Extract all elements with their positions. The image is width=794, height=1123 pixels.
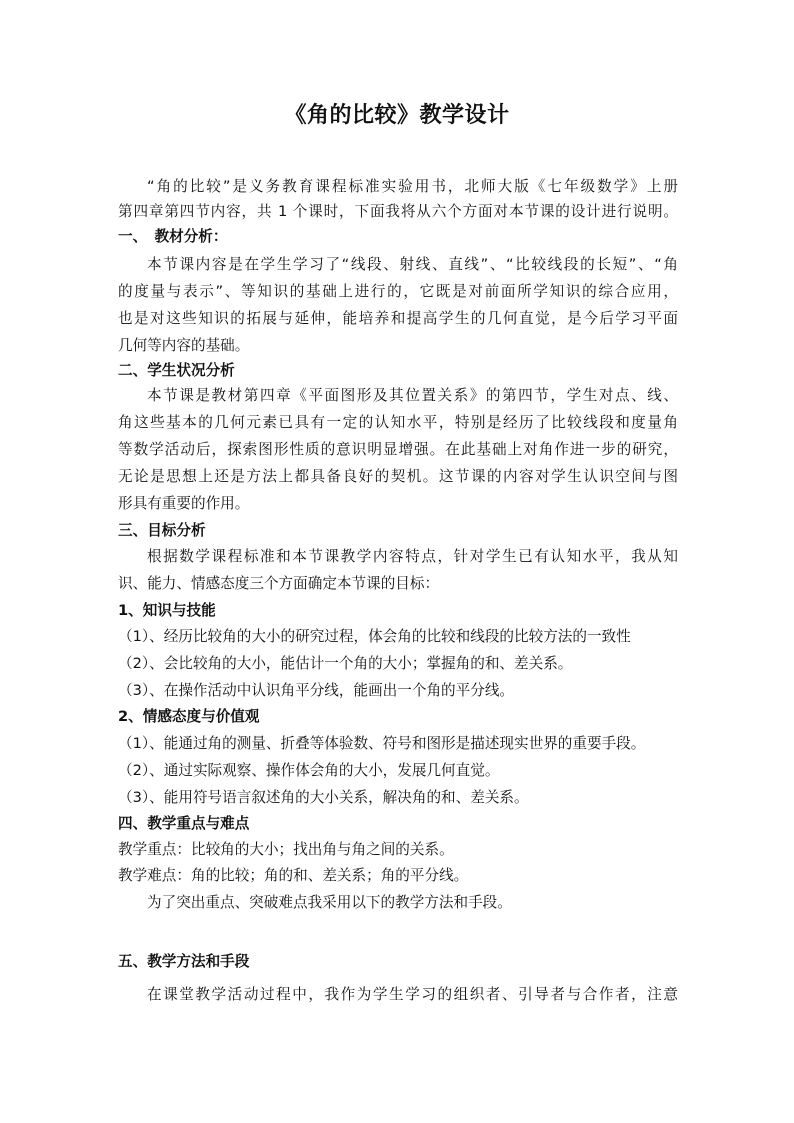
section-2-heading: 二、学生状况分析 bbox=[118, 362, 235, 379]
section-1-line-2: 的度量与表示”、等知识的基础上进行的，它既是对前面所学知识的综合应用， bbox=[118, 283, 678, 300]
section-2-line-1: 本节课是教材第四章《平面图形及其位置关系》的第四节，学生对点、线、 bbox=[147, 387, 678, 404]
section-2-line-5: 形具有重要的作用。 bbox=[118, 495, 250, 512]
section-1-line-3: 也是对这些知识的拓展与延伸，能培养和提高学生的几何直觉，是今后学习平面 bbox=[118, 310, 678, 327]
objective-item: （2）、会比较角的大小，能估计一个角的大小；掌握角的和、差关系。 bbox=[118, 655, 573, 672]
section-2-line-2: 角这些基本的几何元素已具有一定的认知水平，特别是经历了比较线段和度量角 bbox=[118, 414, 678, 431]
section-2-line-4: 无论是思想上还是方法上都具备良好的契机。这节课的内容对学生认识空间与图 bbox=[118, 468, 678, 485]
difficulty-line: 教学难点：角的比较；角的和、差关系；角的平分线。 bbox=[118, 867, 469, 884]
objective-item: （2）、通过实际观察、操作体会角的大小，发展几何直觉。 bbox=[118, 762, 500, 779]
objective-item: （3）、能用符号语言叙述角的大小关系，解决角的和、差关系。 bbox=[118, 789, 529, 806]
intro-line-1: “角的比较”是义务教育课程标准实验用书，北师大版《七年级数学》上册 bbox=[147, 178, 678, 195]
document-title: 《角的比较》教学设计 bbox=[284, 103, 510, 128]
subsection-attitude-heading: 2、情感态度与价值观 bbox=[118, 708, 260, 725]
section-1-line-1: 本节课内容是在学生学习了“线段、射线、直线”、“比较线段的长短”、“角 bbox=[147, 256, 678, 273]
objective-item: （3）、在操作活动中认识角平分线，能画出一个角的平分线。 bbox=[118, 682, 515, 699]
section-5-heading: 五、教学方法和手段 bbox=[118, 953, 250, 970]
section-1-heading: 一、 教材分析： bbox=[118, 228, 228, 245]
intro-line-2: 第四章第四节内容，共 1 个课时，下面我将从六个方面对本节课的设计进行说明。 bbox=[118, 203, 678, 220]
subsection-knowledge-heading: 1、知识与技能 bbox=[118, 602, 216, 619]
section-5-line-1: 在课堂教学活动过程中，我作为学生学习的组织者、引导者与合作者，注意 bbox=[147, 986, 678, 1003]
objective-item: （1）、经历比较角的大小的研究过程，体会角的比较和线段的比较方法的一致性 bbox=[118, 628, 631, 645]
section-3-line-2: 识、能力、情感态度三个方面确定本节课的目标： bbox=[118, 575, 440, 592]
key-point-line: 教学重点：比较角的大小；找出角与角之间的关系。 bbox=[118, 841, 454, 858]
section-3-line-1: 根据数学课程标准和本节课教学内容特点，针对学生已有认知水平，我从知 bbox=[147, 548, 678, 565]
section-4-heading: 四、教学重点与难点 bbox=[118, 815, 250, 832]
section-4-note: 为了突出重点、突破难点我采用以下的教学方法和手段。 bbox=[147, 894, 512, 911]
section-1-line-4: 几何等内容的基础。 bbox=[118, 337, 250, 354]
section-2-line-3: 等数学活动后，探索图形性质的意识明显增强。在此基础上对角作进一步的研究， bbox=[118, 441, 678, 458]
objective-item: （1）、能通过角的测量、折叠等体验数、符号和图形是描述现实世界的重要手段。 bbox=[118, 735, 646, 752]
section-3-heading: 三、目标分析 bbox=[118, 522, 206, 539]
